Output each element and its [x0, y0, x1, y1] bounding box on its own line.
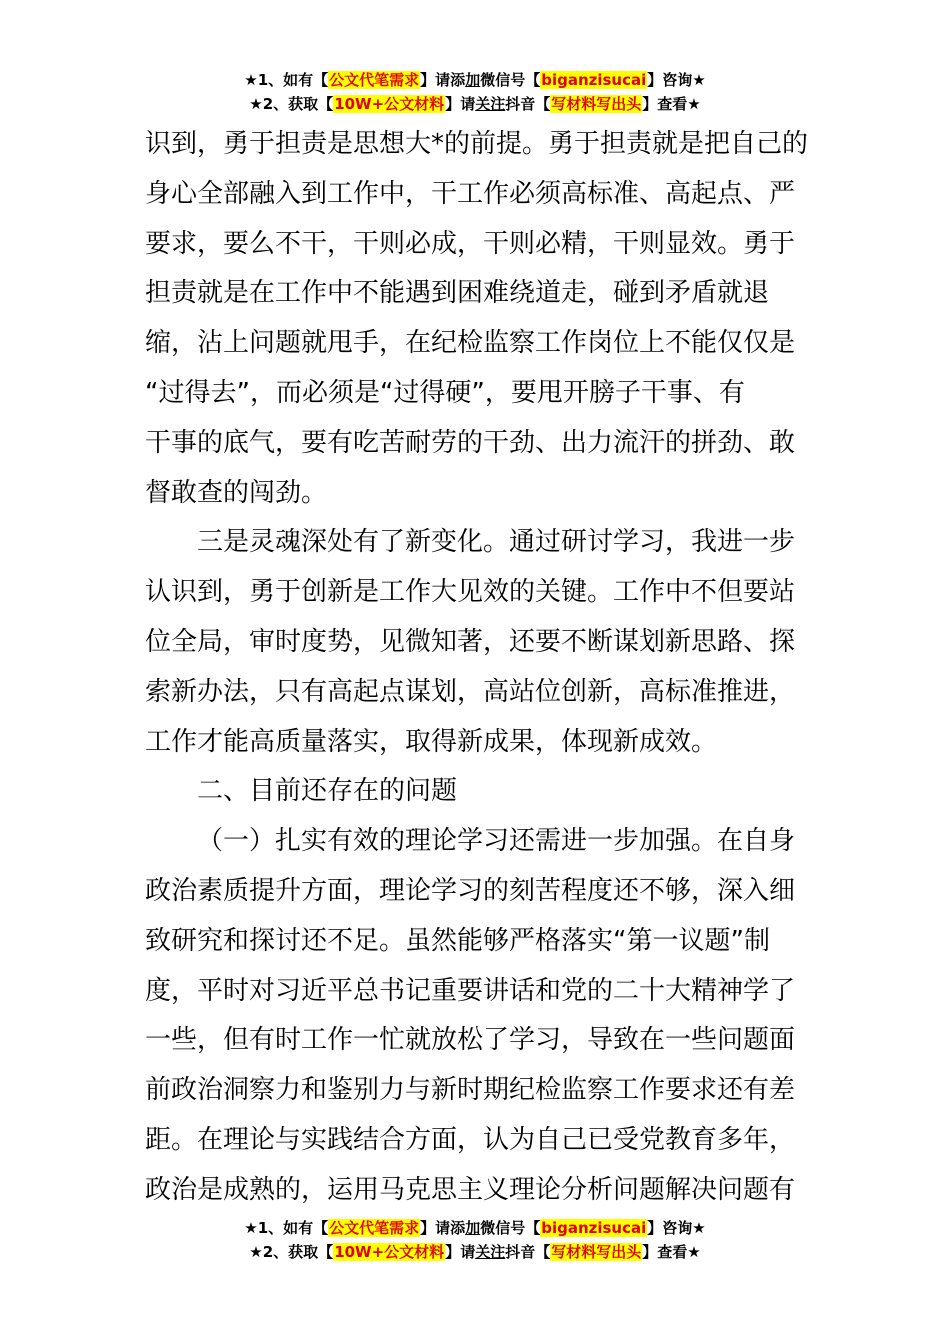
- text-line: 位全局，审时度势，见微知著，还要不断谋划新思路、探: [145, 626, 796, 657]
- text-line: 一些，但有时工作一忙就放松了学习，导致在一些问题面: [145, 1025, 796, 1056]
- highlight-service: 公文代笔需求: [329, 71, 420, 89]
- text-line: 工作才能高质量落实，取得新成果，体现新成效。: [145, 726, 718, 757]
- text-line: 缩，沾上问题就甩手，在纪检监察工作岗位上不能仅仅是: [145, 328, 796, 359]
- text-line: 督敢查的闯劲。: [145, 477, 328, 508]
- text-line: 干事的底气，要有吃苦耐劳的干劲、出力流汗的拼劲、敢: [145, 427, 796, 458]
- text-line: 前政治洞察力和鉴别力与新时期纪检监察工作要求还有差: [145, 1075, 796, 1106]
- text-line: 致研究和探讨还不足。虽然能够严格落实“第一议题”制: [145, 925, 770, 956]
- highlight-materials: 10W+公文材料: [334, 95, 445, 113]
- highlight-wechat-id: biganzisucai: [541, 1219, 647, 1237]
- document-body: [145, 120, 810, 1216]
- highlight-douyin-account: 写材料写出头: [551, 95, 642, 113]
- section-heading: 二、目前还存在的问题: [197, 776, 458, 807]
- text-line: 认识到，勇于创新是工作大见效的关键。工作中不但要站: [145, 577, 796, 608]
- text-line: 距。在理论与实践结合方面，认为自己已受党教育多年，: [145, 1124, 796, 1155]
- text-line: 政治是成熟的，运用马克思主义理论分析问题解决问题有: [145, 1174, 796, 1205]
- paragraph-start: （一）扎实有效的理论学习还需进一步加强。在自身: [197, 826, 796, 857]
- header-banner: [0, 68, 950, 116]
- banner-line-2: ★2、获取【10W+公文材料】请关注抖音【写材料写出头】查看★: [249, 1243, 701, 1261]
- footer-banner: [0, 1216, 950, 1264]
- text-line: 要求，要么不干，干则必成，干则必精，干则显效。勇于: [145, 228, 796, 259]
- highlight-materials: 10W+公文材料: [334, 1243, 445, 1261]
- text-line: 索新办法，只有高起点谋划，高站位创新，高标准推进，: [145, 676, 796, 707]
- highlight-service: 公文代笔需求: [329, 1219, 420, 1237]
- text-line: 度，平时对习近平总书记重要讲话和党的二十大精神学了: [145, 975, 796, 1006]
- paragraph-start: 三是灵魂深处有了新变化。通过研讨学习，我进一步: [197, 527, 796, 558]
- text-line: “过得去”，而必须是“过得硬”，要甩开膀子干事、有: [145, 377, 745, 408]
- text-line: 担责就是在工作中不能遇到困难绕道走，碰到矛盾就退: [145, 278, 770, 309]
- banner-line-2: ★2、获取【10W+公文材料】请关注抖音【写材料写出头】查看★: [249, 95, 701, 113]
- highlight-wechat-id: biganzisucai: [541, 71, 647, 89]
- text-line: 政治素质提升方面，理论学习的刻苦程度还不够，深入细: [145, 875, 796, 906]
- highlight-douyin-account: 写材料写出头: [551, 1243, 642, 1261]
- text-line: 身心全部融入到工作中，干工作必须高标准、高起点、严: [145, 178, 796, 209]
- banner-line-1: ★1、如有【公文代笔需求】请添加微信号【biganzisucai】咨询★: [244, 71, 706, 89]
- banner-line-1: ★1、如有【公文代笔需求】请添加微信号【biganzisucai】咨询★: [244, 1219, 706, 1237]
- text-line: 识到，勇于担责是思想大*的前提。勇于担责就是把自己的: [145, 129, 809, 159]
